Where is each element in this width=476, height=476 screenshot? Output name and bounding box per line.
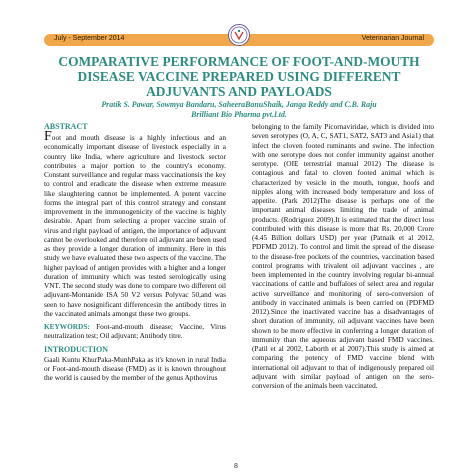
affiliation: Brilliant Bio Pharma pvt.Ltd.: [191, 110, 287, 119]
body-text: belonging to the family Picornaviridae, which is divided into seven serotypes (O, A, C, SAT1, SAT2, SAT3 and Asia1) that infect the cloven footed ruminants and swine. The infection with one serotype does not confer immunity against another serotype. (OIE terrestrial manual 2012) The disease is contagious and fatal to cloven footed animal which is characterized by vesicle in the mouth, tongue, hoofs and nipples along with increased body temperature and loss of appetite. (Park 2012)The disease is perhaps one of the important animal diseases limiting the trade of animal products. (Rodriguez 2009).It is estimated that the direct loss contributed with this disease is more that Rs. 20,000 Crore (4.45 Billion dollars USD) per year (Patnaik et al 2012, PDFMD 2012). To control and limit the spread of the disease to the disease-free pockets of the countries, vaccination based control programs with trivalent oil adjuvant vaccines , are been implemented in the country involving regular bi-annual vaccinations of cattle and buffaloes of select area and regular active surveillance and monitoring of sero-conversion of antibody in vaccinated animals is been carried on (PDFMD 2012).Since the inactivated vaccine has a disadvantages of short duration of immunity, oil adjuvant vaccines have been shown to be more effective in conferring a longer duration of immunity than the aqueous adjuvant based FMD vaccines. (Patil et al 2002, Laborth et al 2007).This study is aimed at comparing the potency of FMD vaccine blend with international oil adjuvant to that of indigenously prepared oil adjuvant with similar payload of antigen on the sero-conversion of the animals been vaccinated.: [252, 122, 434, 390]
author-list: Pratik S. Pawar, Sowmya Bandaru, SaheeraBanuShaik, Janga Reddy and C.B. Raju: [101, 100, 377, 109]
introduction-text: Gaali Kuntu KhurPaka-MunhPaka as it's known in rural India or Foot-and-mouth disease (FMD) as it is known throughout the world is caused by the member of the genus Apthovirus: [44, 354, 226, 382]
page-number: 8: [234, 463, 238, 470]
keywords-text: Foot-and-mouth disease; Vaccine, Virus neutralization test; Oil adjuvant; Antibody titre.: [44, 322, 226, 341]
author-block: [44, 100, 434, 120]
article-title: COMPARATIVE PERFORMANCE OF FOOT-AND-MOUTH DISEASE VACCINE PREPARED USING DIFFERENT ADJUVANTS AND PAYLOADS: [58, 54, 420, 99]
introduction-heading: INTRODUCTION: [44, 344, 109, 354]
journal-emblem-icon: [228, 24, 250, 46]
left-column: [44, 122, 226, 382]
keywords-label: KEYWORDS:: [44, 322, 90, 331]
journal-name: Veterinarian Journal: [361, 35, 424, 42]
right-column: [252, 122, 434, 390]
keywords-paragraph: [44, 322, 226, 341]
abstract-heading: ABSTRACT: [44, 122, 88, 131]
abstract-text: Foot and mouth disease is a highly infectious and an economically important disease of livestock especially in a country like India, where agriculture and livestock sector contributes a major portion to the country's economy. Constant surveillance and regular mass vaccinationsis the key to control and eradicate the disease when extreme measure like slaughtering cannot be implemented. A potent vaccine forms the integral part of this control strategy and constant improvement in the immunogenicity of the vaccine is highly desirable. Apart from selecting a proper vaccine strain of virus and right payload of antigen, the importance of adjuvant cannot be overlooked and therefore oil adjuvant are been used as they provide a longer duration of immunity. Here in this study we have evaluated these two aspects of the vaccine. The higher payload of antigen provides with a higher and a longer duration of immunity which was tested serologically using VNT. The second study was done to compare two different oil adjuvant-Montanide ISA 50 V2 versus Polyvac 50,and was seen to have nosignificant differencesin the antibody titres in the vaccinated animals amongst these two groups.: [44, 129, 226, 318]
issue-date: July - September 2014: [54, 35, 125, 42]
